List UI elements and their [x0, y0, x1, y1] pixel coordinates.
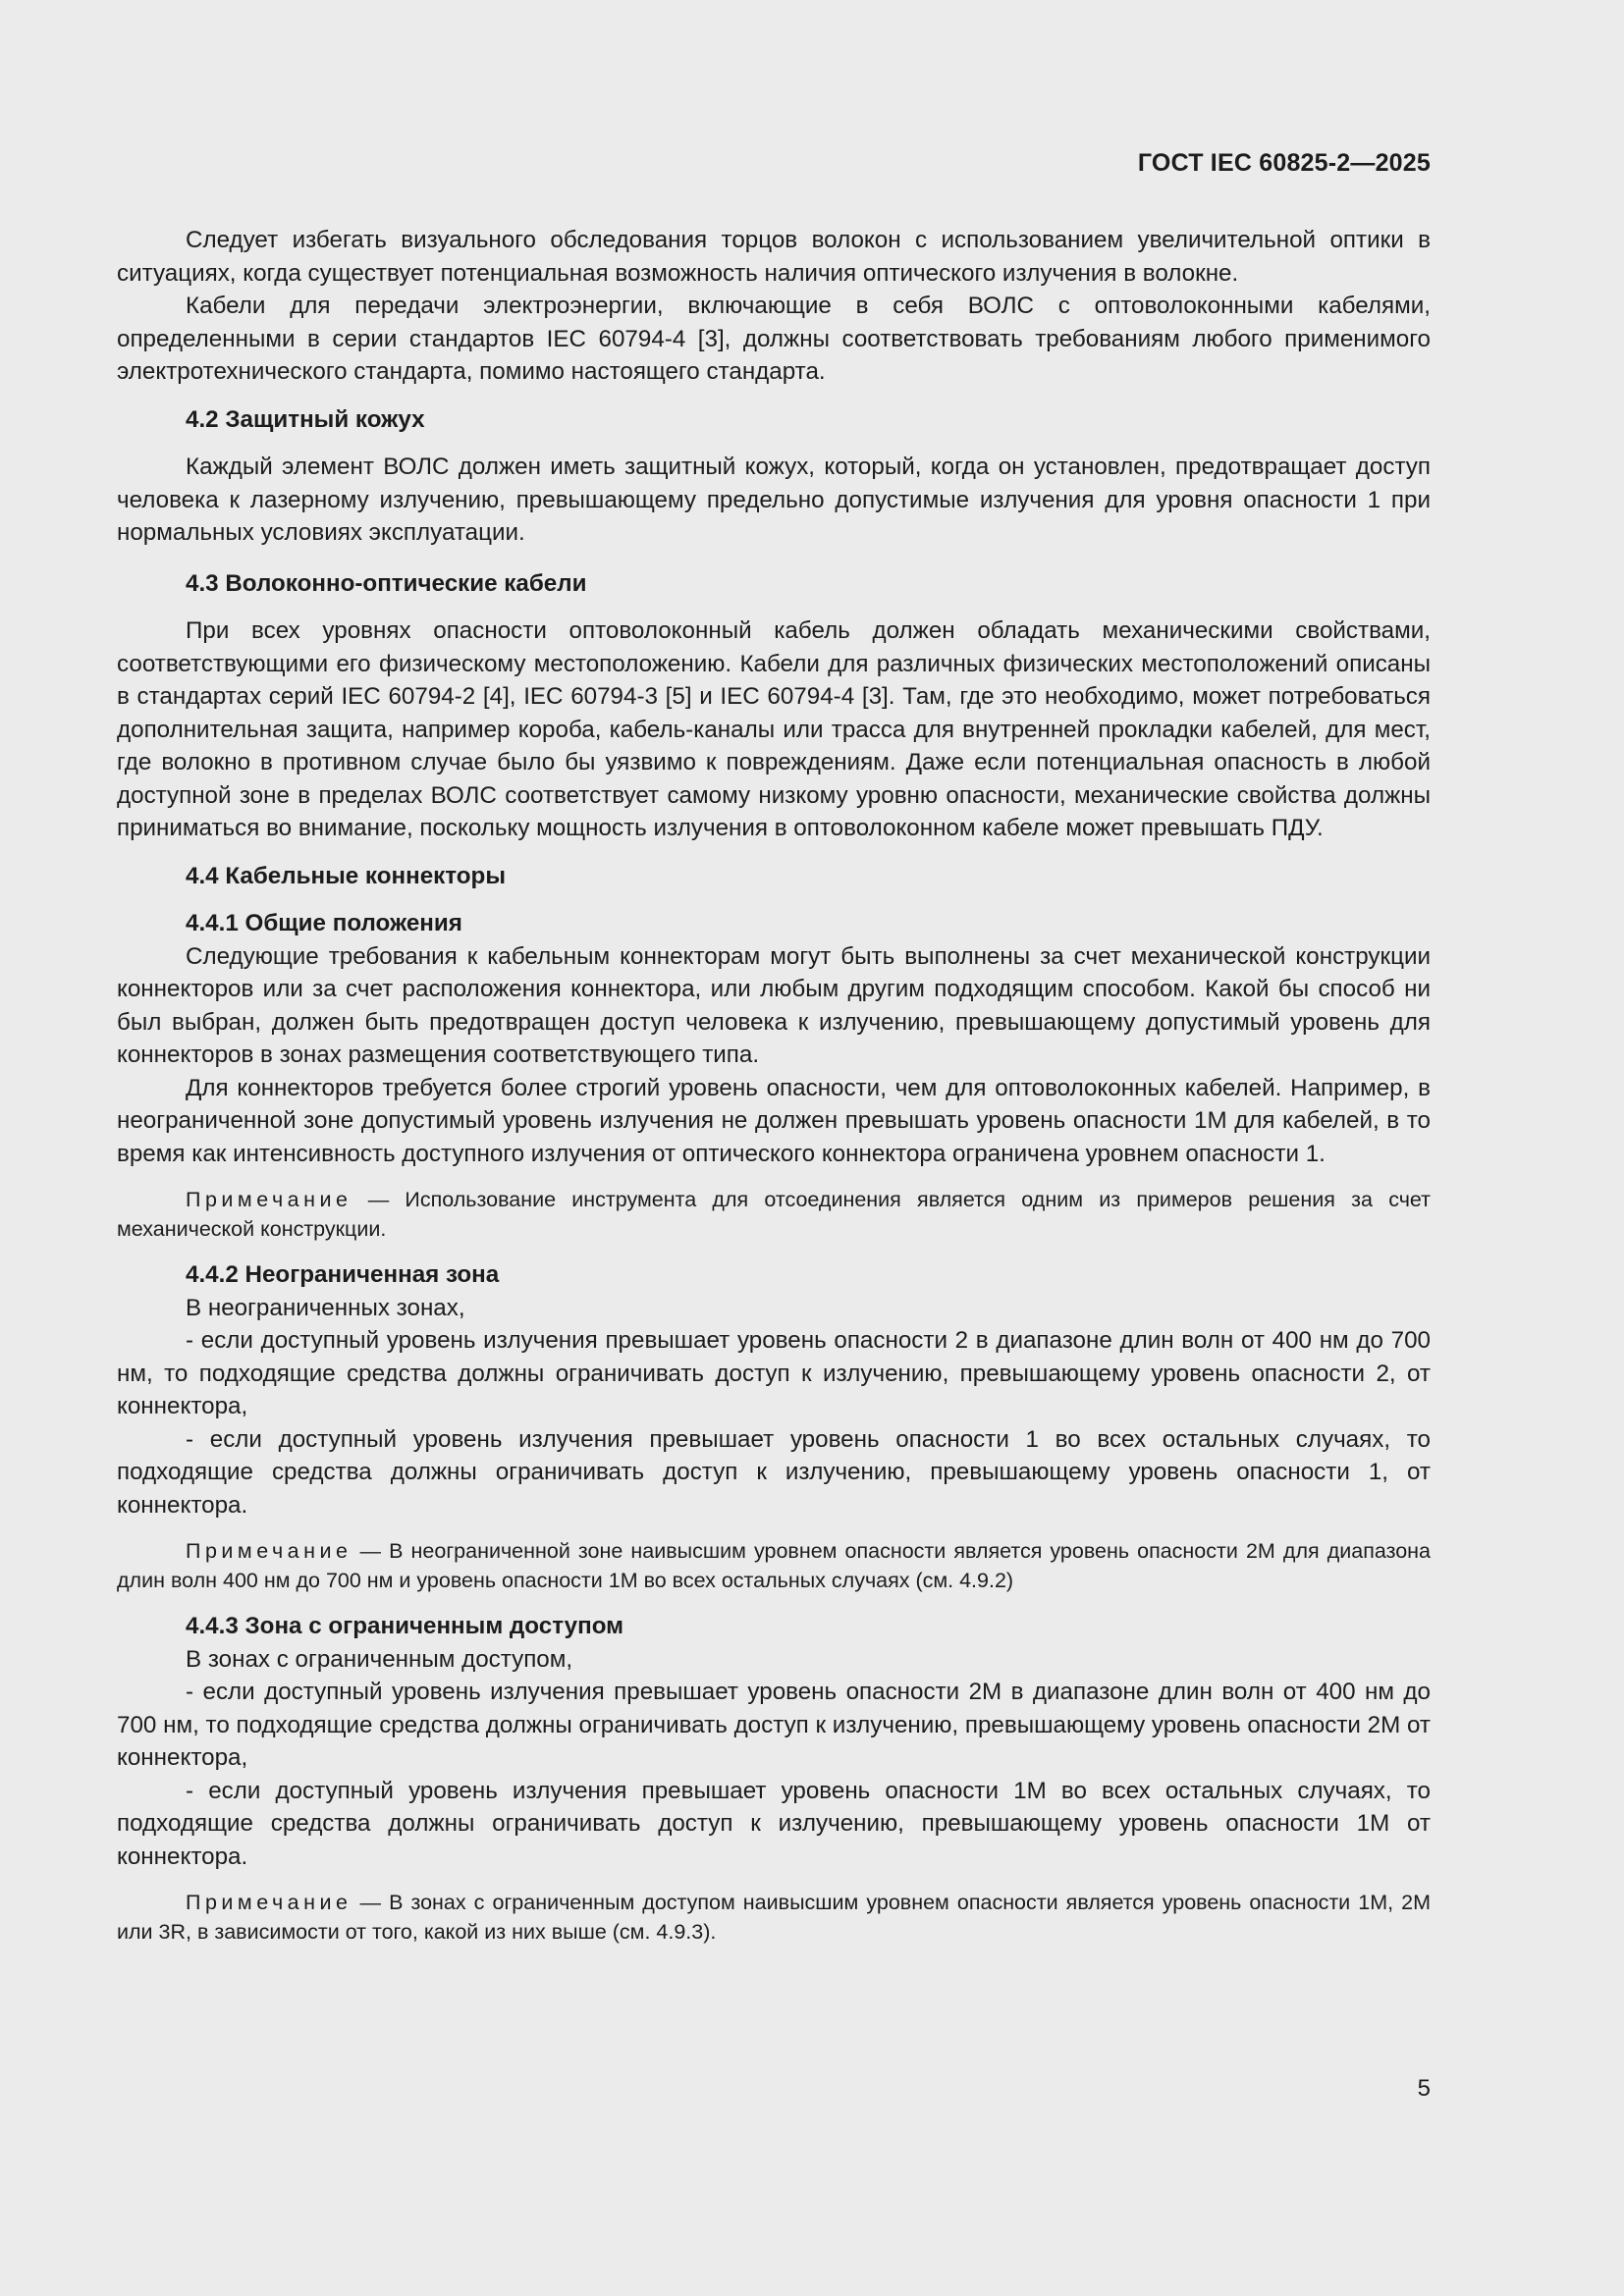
- section-4-4-1-paragraph-1: Следующие требования к кабельным коннекторам могут быть выполнены за счет механической конструкции коннекторов или за счет расположения коннектора, или любым другим подходящим способом. Какой бы способ ни был выбран, должен быть предотвращен доступ человека к излучению, превышающему допустимый уровень для коннекторов в зонах размещения соответствующего типа.: [117, 942, 1431, 1068]
- document-body: [117, 224, 1431, 1947]
- page-number: 5: [1417, 2075, 1431, 2102]
- document-header: ГОСТ IEC 60825-2—2025: [1137, 149, 1431, 177]
- note-label: Примечание: [186, 1188, 352, 1211]
- section-4-4-1-paragraph-2: Для коннекторов требуется более строгий уровень опасности, чем для оптоволоконных кабелей. Например, в неограниченной зоне допустимый уровень излучения не должен превышать уровень опасности 1М для кабелей, в то время как интенсивность доступного излучения от оптического коннектора ограничена уровнем опасности 1.: [117, 1074, 1431, 1167]
- section-4-4-1-heading: 4.4.1 Общие положения: [186, 910, 462, 936]
- section-4-4-2-paragraph-1: В неограниченных зонах,: [186, 1294, 465, 1321]
- intro-paragraph-1: Следует избегать визуального обследования торцов волокон с использованием увеличительной оптики в ситуациях, когда существует потенциальная возможность наличия оптического излучения в волокне.: [117, 227, 1431, 287]
- note-label: Примечание: [186, 1891, 352, 1914]
- intro-paragraph-2: Кабели для передачи электроэнергии, включающие в себя ВОЛС с оптоволоконными кабелями, определенными в серии стандартов IEC 60794-4 [3], должны соответствовать требованиям любого применимого электротехнического стандарта, помимо настоящего стандарта.: [117, 293, 1431, 385]
- section-4-4-3-note: [117, 1888, 1431, 1947]
- section-4-3-heading: 4.3 Волоконно-оптические кабели: [186, 569, 587, 597]
- section-4-4-3-list-item-1: - если доступный уровень излучения превышает уровень опасности 2М в диапазоне длин волн от 400 нм до 700 нм, то подходящие средства должны ограничивать доступ к излучению, превышающему уровень опасности 2М от коннектора,: [117, 1679, 1431, 1771]
- section-4-4-heading: 4.4 Кабельные коннекторы: [186, 862, 506, 889]
- section-4-3-paragraph: При всех уровнях опасности оптоволоконный кабель должен обладать механическими свойствами, соответствующими его физическому местоположению. Кабели для различных физических местоположений описаны в стандартах серий IEC 60794-2 [4], IEC 60794-3 [5] и IEC 60794-4 [3]. Там, где это необходимо, может потребоваться дополнительная защита, например короба, кабель-каналы или трасса для внутренней прокладки кабелей, для мест, где волокно в противном случае было бы уязвимо к повреждениям. Даже если потенциальная опасность в любой доступной зоне в пределах ВОЛС соответствует самому низкому уровню опасности, механические свойства должны приниматься во внимание, поскольку мощность излучения в оптоволоконном кабеле может превышать ПДУ.: [117, 617, 1431, 841]
- section-4-4-2-note: [117, 1536, 1431, 1595]
- section-4-4-2-list-item-1: - если доступный уровень излучения превышает уровень опасности 2 в диапазоне длин волн от 400 нм до 700 нм, то подходящие средства должны ограничивать доступ к излучению, превышающему уровень опасности 2, от коннектора,: [117, 1327, 1431, 1419]
- note-label: Примечание: [186, 1539, 352, 1563]
- section-4-4-2-list-item-2: - если доступный уровень излучения превышает уровень опасности 1 во всех остальных случаях, то подходящие средства должны ограничивать доступ к излучению, превышающему уровень опасности 1, от коннектора.: [117, 1425, 1431, 1519]
- section-4-4-3-heading: 4.4.3 Зона с ограниченным доступом: [186, 1613, 624, 1639]
- section-4-2-paragraph: Каждый элемент ВОЛС должен иметь защитный кожух, который, когда он установлен, предотвращает доступ человека к лазерному излучению, превышающему предельно допустимые излучения для уровня опасности 1 при нормальных условиях эксплуатации.: [117, 454, 1431, 546]
- section-4-4-3-list-item-2: - если доступный уровень излучения превышает уровень опасности 1М во всех остальных случаях, то подходящие средства должны ограничивать доступ к излучению, превышающему уровень опасности 1М от коннектора.: [117, 1777, 1431, 1870]
- section-4-4-3-paragraph-1: В зонах с ограниченным доступом,: [186, 1645, 573, 1673]
- section-4-4-1-note: [117, 1185, 1431, 1244]
- note-text: — В зонах с ограниченным доступом наивысшим уровнем опасности является уровень опасности 1М, 2М или 3R, в зависимости от того, какой из них выше (см. 4.9.3).: [117, 1891, 1431, 1944]
- note-text: — Использование инструмента для отсоединения является одним из примеров решения за счет механической конструкции.: [117, 1188, 1431, 1241]
- note-text: — В неограниченной зоне наивысшим уровнем опасности является уровень опасности 2М для диапазона длин волн 400 нм до 700 нм и уровень опасности 1М во всех остальных случаях (см. 4.9.2): [117, 1539, 1431, 1592]
- section-4-4-2-heading: 4.4.2 Неограниченная зона: [186, 1261, 500, 1288]
- section-4-2-heading: 4.2 Защитный кожух: [186, 405, 425, 433]
